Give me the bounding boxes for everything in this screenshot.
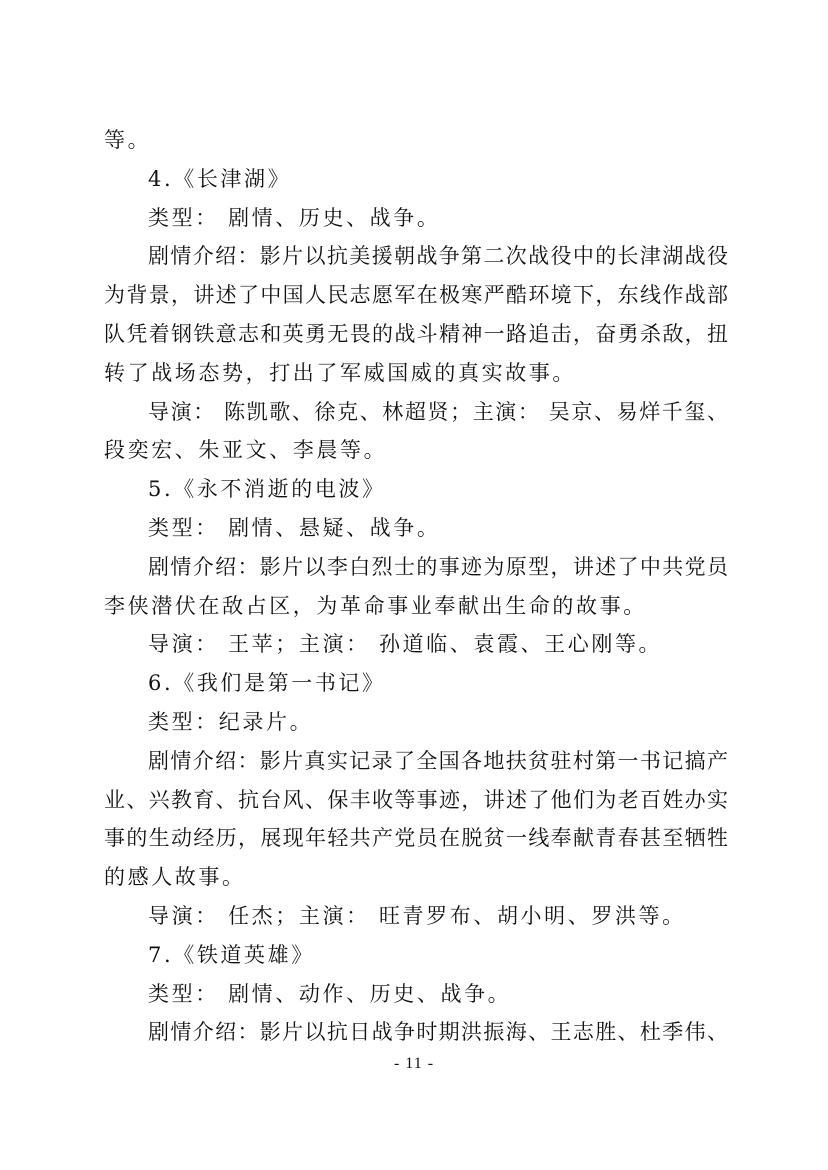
- text-line: 为背景，讲述了中国人民志愿军在极寒严酷环境下，东线作战部: [104, 283, 728, 308]
- text-line: 导演： 陈凯歌、徐克、林超贤；主演： 吴京、易烊千玺、: [148, 399, 728, 424]
- document-body: [104, 121, 728, 1052]
- text-line: 剧情介绍：影片以抗美援朝战争第二次战役中的长津湖战役: [148, 244, 728, 269]
- text-line: 事的生动经历，展现年轻共产党员在脱贫一线奉献青春甚至牺牲: [104, 826, 728, 851]
- text-line: 7.《铁道英雄》: [148, 942, 315, 967]
- text-line: 5.《永不消逝的电波》: [148, 477, 386, 502]
- text-line: 的感人故事。: [104, 865, 246, 890]
- text-line: 等。: [104, 128, 152, 152]
- text-line: 业、兴教育、抗台风、保丰收等事迹，讲述了他们为老百姓办实: [104, 787, 728, 812]
- text-line: 段奕宏、朱亚文、李晨等。: [104, 438, 388, 463]
- text-line: 类型： 剧情、悬疑、战争。: [148, 515, 441, 540]
- page-number: - 11 -: [393, 1055, 435, 1072]
- text-line: 剧情介绍：影片以抗日战争时期洪振海、王志胜、杜季伟、: [148, 1020, 728, 1045]
- text-line: 6.《我们是第一书记》: [148, 671, 386, 696]
- text-line: 类型： 剧情、历史、战争。: [148, 205, 441, 230]
- text-line: 队凭着钢铁意志和英勇无畏的战斗精神一路追击，奋勇杀敌，扭: [104, 321, 728, 346]
- text-line: 导演： 王苹；主演： 孙道临、袁霞、王心刚等。: [148, 632, 663, 657]
- text-line: 类型： 剧情、动作、历史、战争。: [148, 981, 512, 1006]
- text-line: 4.《长津湖》: [148, 166, 292, 191]
- text-line: 转了战场态势，打出了军威国威的真实故事。: [104, 360, 576, 385]
- text-line: 导演： 任杰；主演： 旺青罗布、胡小明、罗洪等。: [148, 903, 686, 928]
- text-line: 剧情介绍：影片真实记录了全国各地扶贫驻村第一书记搞产: [148, 748, 728, 773]
- text-line: 李侠潜伏在敌占区，为革命事业奉献出生命的故事。: [104, 593, 647, 618]
- text-line: 剧情介绍：影片以李白烈士的事迹为原型，讲述了中共党员: [148, 554, 728, 579]
- text-line: 类型：纪录片。: [148, 709, 314, 734]
